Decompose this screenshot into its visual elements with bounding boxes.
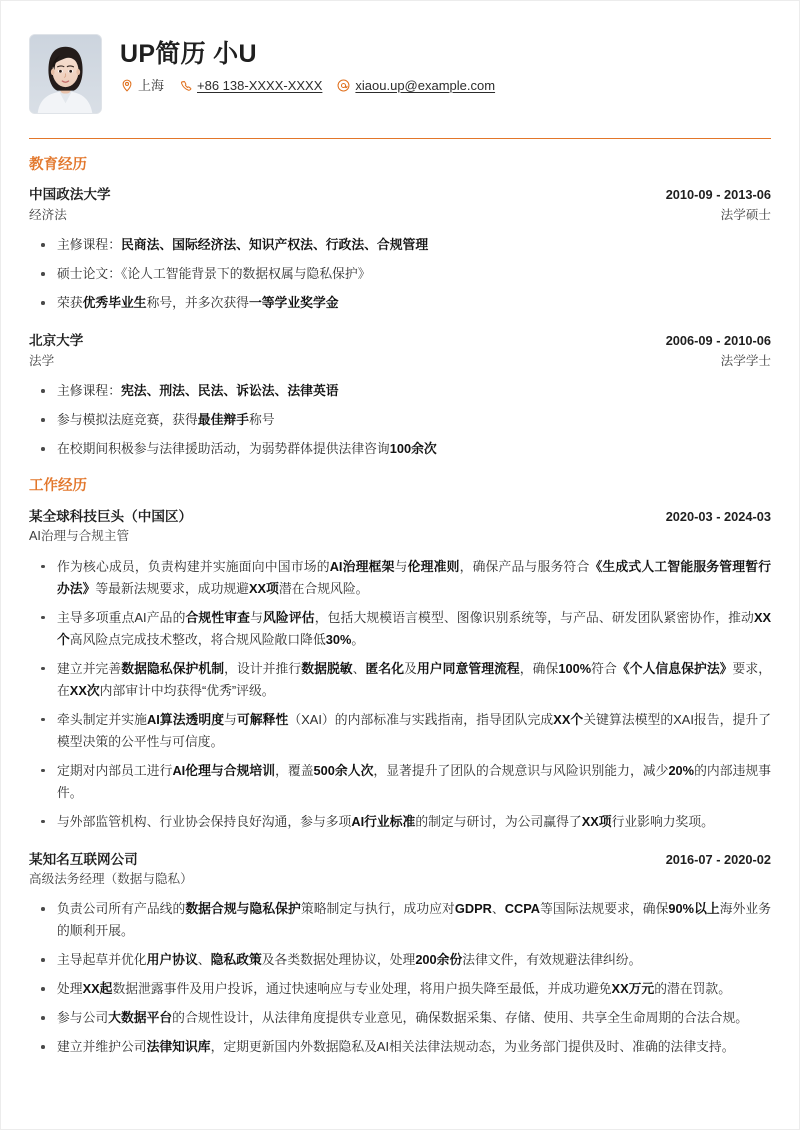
- bullet-item: 在校期间积极参与法律援助活动，为弱势群体提供法律咨询100余次: [29, 438, 771, 460]
- contact-phone[interactable]: [179, 79, 322, 92]
- bullet-item: 荣获优秀毕业生称号，并多次获得一等学业奖学金: [29, 292, 771, 314]
- experience-entry: [29, 850, 771, 1059]
- contact-list: [120, 79, 495, 92]
- entry-header-row: [29, 850, 771, 870]
- email-at-icon: [337, 79, 350, 92]
- entry-degree: 法学学士: [720, 353, 771, 368]
- bullet-item: 主修课程：宪法、刑法、民法、诉讼法、法律英语: [29, 380, 771, 402]
- entry-subtitle-row: [29, 352, 771, 372]
- experience-entry: [29, 331, 771, 460]
- section-title: 教育经历: [29, 157, 87, 173]
- bullet-item: 与外部监管机构、行业协会保持良好沟通，参与多项AI行业标准的制定与研讨，为公司赢得了XX项行业影响力奖项。: [29, 811, 771, 833]
- entry-organization: 中国政法大学: [29, 187, 111, 203]
- entry-degree: 法学硕士: [720, 207, 771, 222]
- entry-organization: 某知名互联网公司: [29, 851, 138, 867]
- header-text: [120, 34, 495, 92]
- header-divider: [29, 138, 771, 139]
- bullet-item: 牵头制定并实施AI算法透明度与可解释性（XAI）的内部标准与实践指南，指导团队完成XX个关键算法模型的XAI报告，提升了模型决策的公平性与可信度。: [29, 709, 771, 753]
- resume-header: [29, 1, 771, 114]
- bullet-list: [29, 556, 771, 833]
- resume-sections: [29, 157, 771, 1058]
- bullet-item: 主导多项重点AI产品的合规性审查与风险评估，包括大规模语言模型、图像识别系统等，与产品、研发团队紧密协作，推动XX个高风险点完成技术整改，将合规风险敞口降低30%。: [29, 607, 771, 651]
- phone-icon: [179, 79, 192, 92]
- bullet-list: [29, 380, 771, 460]
- contact-email-text[interactable]: xiaou.up@example.com: [355, 78, 496, 93]
- entry-header-row: [29, 185, 771, 205]
- bullet-item: 负责公司所有产品线的数据合规与隐私保护策略制定与执行，成功应对GDPR、CCPA等国际法规要求，确保90%以上海外业务的顺利开展。: [29, 898, 771, 942]
- experience-entry: [29, 185, 771, 314]
- bullet-item: 定期对内部员工进行AI伦理与合规培训，覆盖500余人次，显著提升了团队的合规意识与风险识别能力，减少20%的内部违规事件。: [29, 760, 771, 804]
- bullet-item: 建立并完善数据隐私保护机制，设计并推行数据脱敏、匿名化及用户同意管理流程，确保100%符合《个人信息保护法》要求，在XX次内部审计中均获得“优秀”评级。: [29, 658, 771, 702]
- contact-location: [120, 79, 164, 92]
- avatar: [29, 34, 102, 114]
- entry-subtitle: 经济法: [29, 207, 67, 222]
- entry-subtitle-row: [29, 870, 771, 890]
- bullet-item: 建立并维护公司法律知识库，定期更新国内外数据隐私及AI相关法律法规动态，为业务部门提供及时、准确的法律支持。: [29, 1036, 771, 1058]
- bullet-item: 处理XX起数据泄露事件及用户投诉，通过快速响应与专业处理，将用户损失降至最低，并成功避免XX万元的潜在罚款。: [29, 978, 771, 1000]
- bullet-item: 参与模拟法庭竞赛，获得最佳辩手称号: [29, 409, 771, 431]
- contact-phone-text[interactable]: +86 138-XXXX-XXXX: [197, 78, 323, 93]
- entry-header-row: [29, 507, 771, 527]
- entry-subtitle: 法学: [29, 353, 55, 368]
- entry-date-range: 2016-07 - 2020-02: [665, 851, 771, 867]
- section-title: 工作经历: [29, 478, 87, 495]
- entry-date-range: 2010-09 - 2013-06: [665, 187, 771, 203]
- bullet-item: 主修课程：民商法、国际经济法、知识产权法、行政法、合规管理: [29, 234, 771, 256]
- entry-organization: 某全球科技巨头（中国区）: [29, 508, 193, 524]
- entry-organization: 北京大学: [29, 333, 84, 349]
- entry-subtitle: 高级法务经理（数据与隐私）: [29, 871, 193, 886]
- bullet-list: [29, 234, 771, 314]
- section: [29, 478, 771, 1058]
- entry-subtitle-row: [29, 206, 771, 226]
- entry-subtitle: AI治理与合规主管: [29, 528, 130, 543]
- contact-location-text: 上海: [138, 78, 165, 93]
- bullet-item: 硕士论文：《论人工智能背景下的数据权属与隐私保护》: [29, 263, 771, 285]
- bullet-item: 主导起草并优化用户协议、隐私政策及各类数据处理协议，处理200余份法律文件，有效规避法律纠纷。: [29, 949, 771, 971]
- bullet-list: [29, 898, 771, 1058]
- experience-entry: [29, 507, 771, 833]
- entry-date-range: 2006-09 - 2010-06: [665, 333, 771, 349]
- location-pin-icon: [120, 79, 133, 92]
- person-name: UP简历 小U: [120, 40, 257, 68]
- bullet-item: 作为核心成员，负责构建并实施面向中国市场的AI治理框架与伦理准则，确保产品与服务符合《生成式人工智能服务管理暂行办法》等最新法规要求，成功规避XX项潜在合规风险。: [29, 556, 771, 600]
- entry-date-range: 2020-03 - 2024-03: [665, 508, 771, 524]
- entry-subtitle-row: [29, 527, 771, 547]
- entry-header-row: [29, 331, 771, 351]
- bullet-item: 参与公司大数据平台的合规性设计，从法律角度提供专业意见，确保数据采集、存储、使用、共享全生命周期的合法合规。: [29, 1007, 771, 1029]
- contact-email[interactable]: [337, 79, 495, 92]
- section: [29, 157, 771, 460]
